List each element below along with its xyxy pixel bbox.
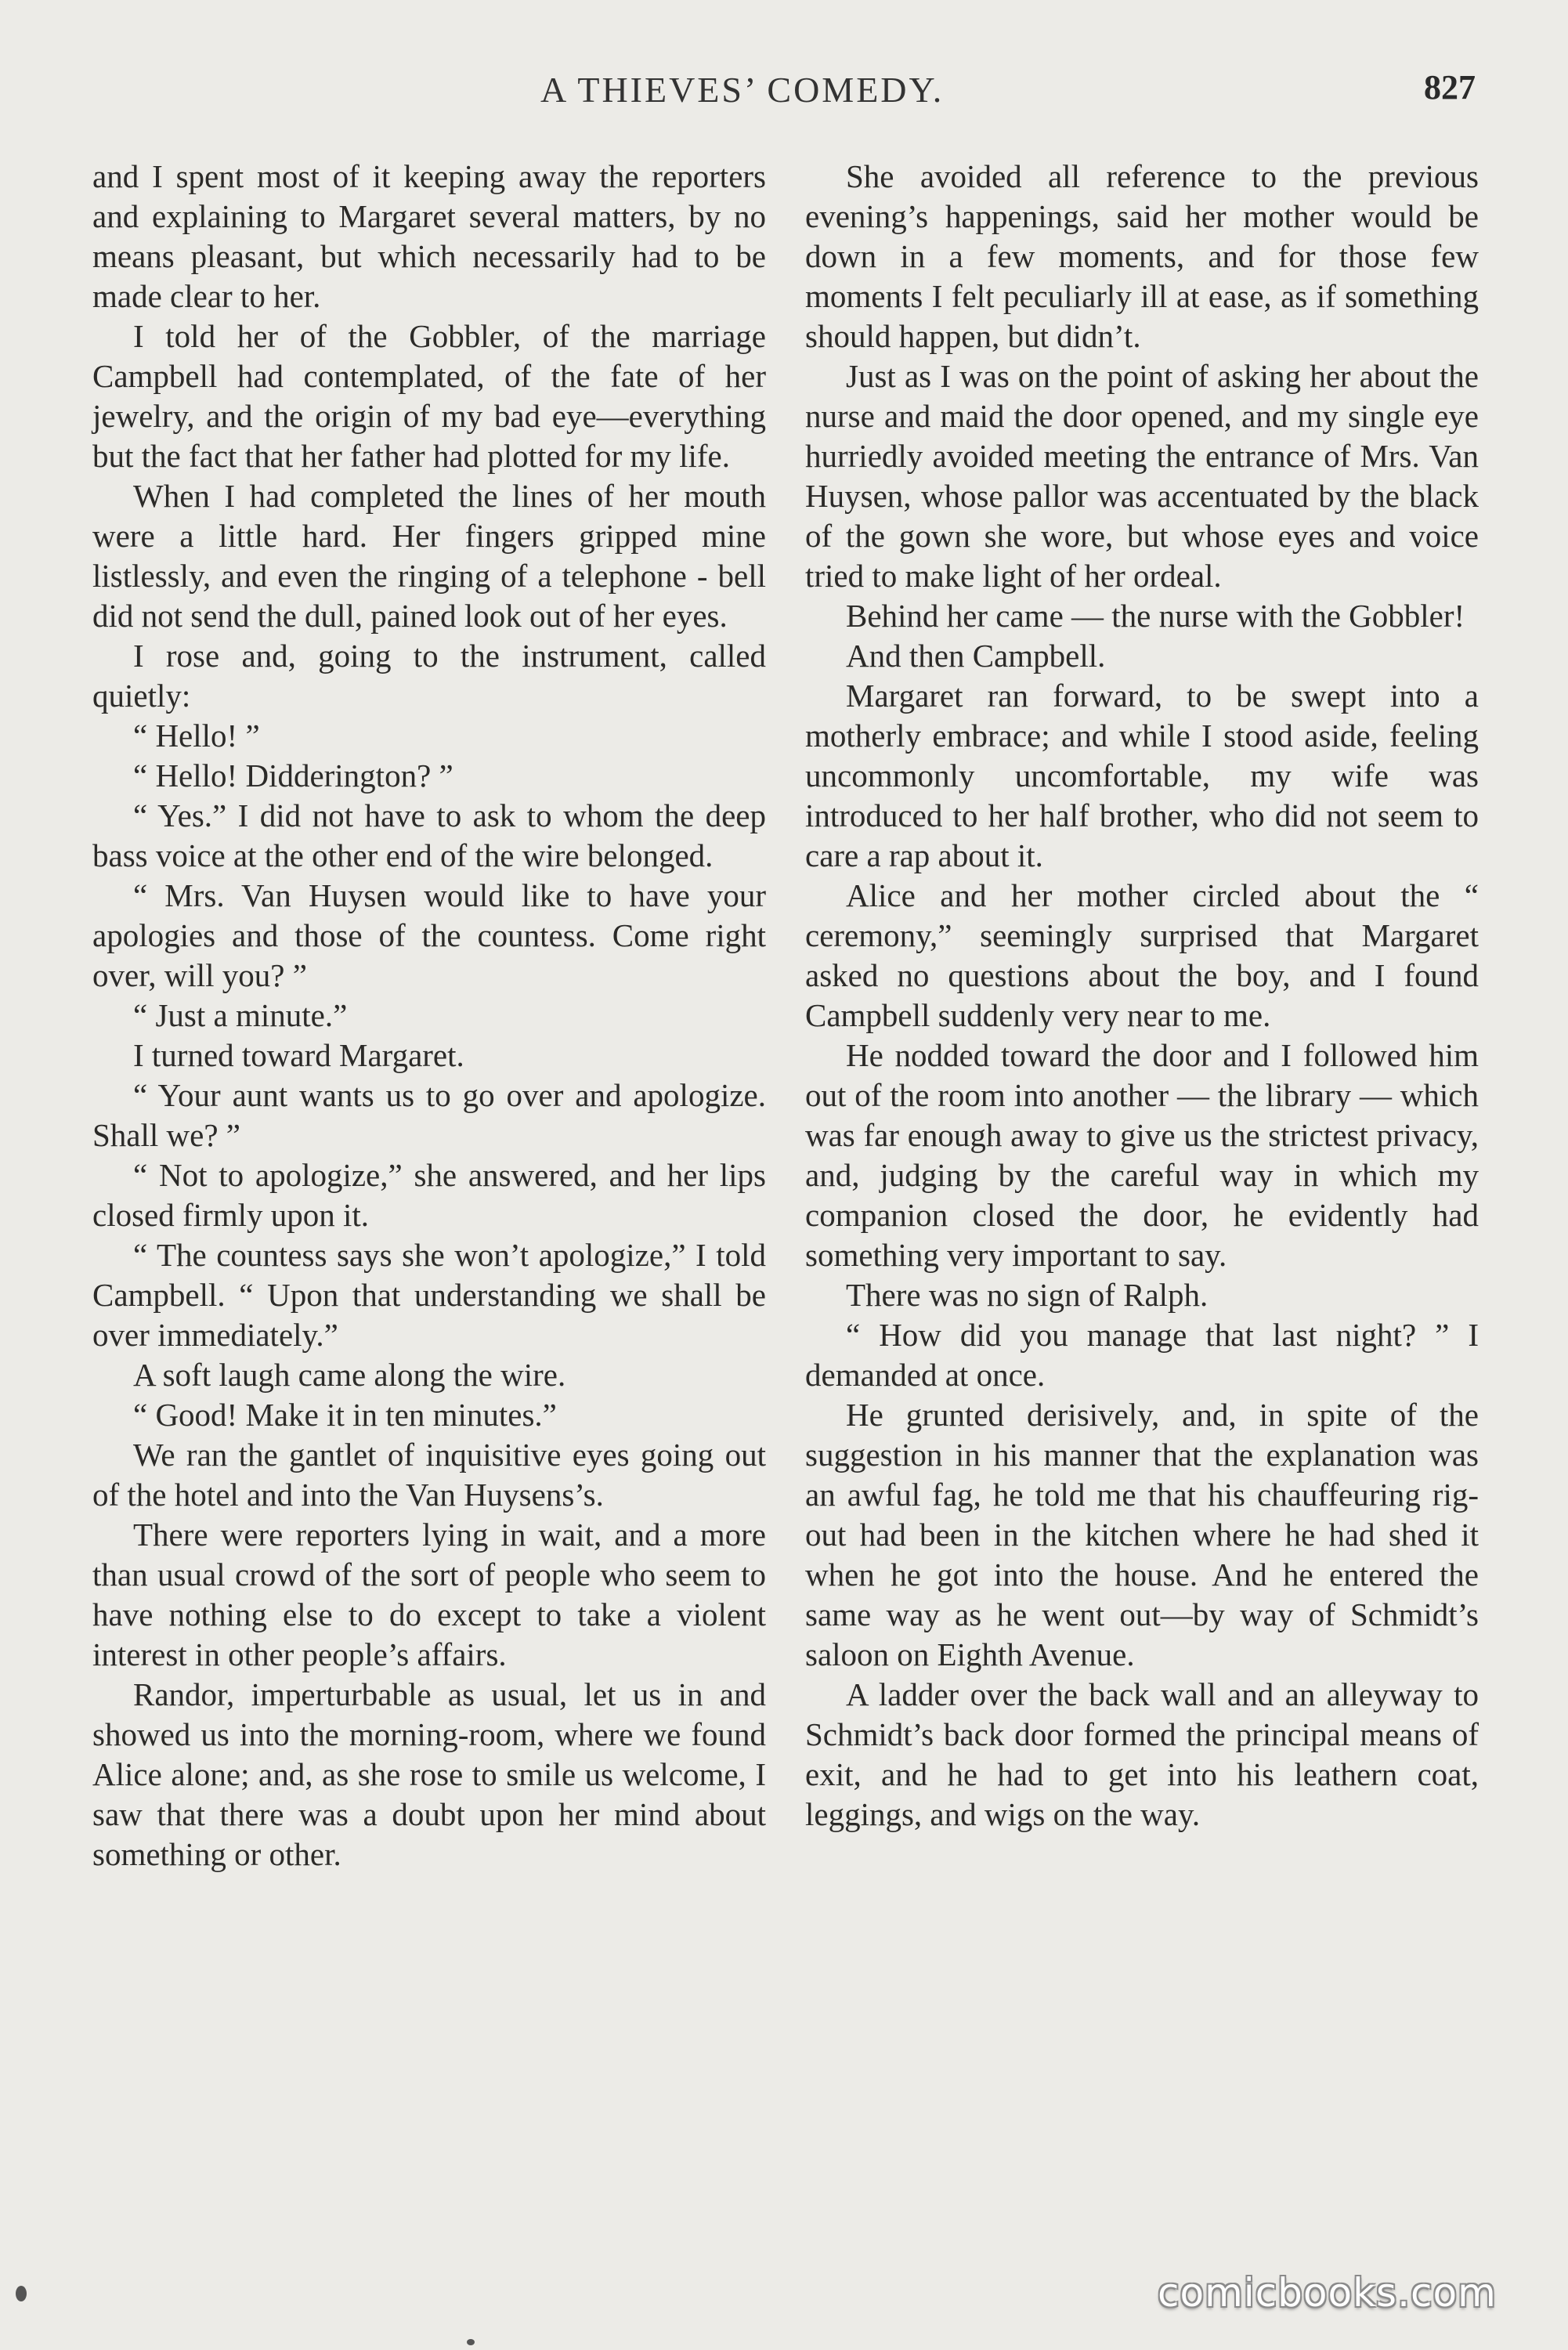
scan-speck bbox=[16, 2286, 27, 2301]
paragraph: “ Hello! ” bbox=[133, 718, 260, 754]
paragraph: Randor, imperturbable as usual, let us in and showed us into the morning-room, where we found Alice alone; and, as she rose to smile us welcome, I saw that there was a doubt upon her mind about something or other. bbox=[92, 1676, 766, 1872]
paragraph: “ Yes.” I did not have to ask to whom the deep bass voice at the other end of the wire belonged. bbox=[92, 797, 766, 873]
right-column bbox=[805, 157, 1479, 1835]
paragraph: And then Campbell. bbox=[846, 638, 1106, 674]
left-column bbox=[92, 157, 766, 1875]
paragraph: I told her of the Gobbler, of the marriage Campbell had contemplated, of the fate of her jewelry, and the origin of my bad eye—everything but the fact that her father had plotted for my life. bbox=[92, 318, 766, 474]
paragraph: A ladder over the back wall and an alleyway to Schmidt’s back door formed the principal means of exit, and he had to get into his leathern coat, leggings, and wigs on the way. bbox=[805, 1676, 1479, 1832]
paragraph: He grunted derisively, and, in spite of the suggestion in his manner that the explanation was an awful fag, he told me that his chauffeuring rig-out had been in the kitchen where he had shed it when he got into the house. And he entered the same way as he went out—by way of Schmidt’s saloon on Eighth Avenue. bbox=[805, 1397, 1479, 1672]
paragraph: “ How did you manage that last night? ” I demanded at once. bbox=[805, 1317, 1479, 1393]
running-title: A THIEVES’ COMEDY. bbox=[540, 70, 945, 110]
paragraph: “ Good! Make it in ten minutes.” bbox=[133, 1397, 557, 1433]
paragraph: Behind her came — the nurse with the Gobbler! bbox=[846, 598, 1465, 634]
page-header bbox=[0, 69, 1568, 132]
paragraph: There were reporters lying in wait, and a more than usual crowd of the sort of people who seem to have nothing else to do except to take a violent interest in other people’s affairs. bbox=[92, 1517, 766, 1672]
watermark: comicbooks.com bbox=[1158, 2270, 1497, 2316]
paragraph: I rose and, going to the instrument, called quietly: bbox=[92, 638, 766, 714]
paragraph: “ Mrs. Van Huysen would like to have your apologies and those of the countess. Come right over, will you? ” bbox=[92, 877, 766, 993]
paragraph: He nodded toward the door and I followed him out of the room into another — the library — which was far enough away to give us the strictest privacy, and, judging by the careful way in which my companion closed the door, he evidently had something very important to say. bbox=[805, 1037, 1479, 1273]
paragraph: Alice and her mother circled about the “ ceremony,” seemingly surprised that Margaret asked no questions about the boy, and I found Campbell suddenly very near to me. bbox=[805, 877, 1479, 1033]
paragraph: “ The countess says she won’t apologize,” I told Campbell. “ Upon that understanding we shall be over immediately.” bbox=[92, 1237, 766, 1353]
page-number: 827 bbox=[1424, 68, 1476, 107]
paragraph: “ Your aunt wants us to go over and apologize. Shall we? ” bbox=[92, 1077, 766, 1153]
paragraph: “ Not to apologize,” she answered, and her lips closed firmly upon it. bbox=[92, 1157, 766, 1233]
paragraph: She avoided all reference to the previous evening’s happenings, said her mother would be down in a few moments, and for those few moments I felt peculiarly ill at ease, as if something should happen, but didn’t. bbox=[805, 158, 1479, 354]
paragraph: Margaret ran forward, to be swept into a motherly embrace; and while I stood aside, feeling uncommonly uncomfortable, my wife was introduced to her half brother, who did not seem to care a rap about it. bbox=[805, 678, 1479, 873]
paragraph: “ Just a minute.” bbox=[133, 997, 348, 1033]
paragraph: “ Hello! Didderington? ” bbox=[133, 757, 453, 794]
paragraph: I turned toward Margaret. bbox=[133, 1037, 464, 1073]
scan-speck bbox=[467, 2339, 475, 2345]
paragraph: and I spent most of it keeping away the reporters and explaining to Margaret several matters, by no means pleasant, but which necessarily had to be made clear to her. bbox=[92, 158, 766, 314]
paragraph: Just as I was on the point of asking her about the nurse and maid the door opened, and my single eye hurriedly avoided meeting the entrance of Mrs. Van Huysen, whose pallor was accentuated by the black of the gown she wore, but whose eyes and voice tried to make light of her ordeal. bbox=[805, 358, 1479, 594]
paragraph: We ran the gantlet of inquisitive eyes going out of the hotel and into the Van Huysens’s. bbox=[92, 1437, 766, 1513]
paragraph: A soft laugh came along the wire. bbox=[133, 1357, 566, 1393]
paragraph: There was no sign of Ralph. bbox=[846, 1277, 1209, 1313]
paragraph: When I had completed the lines of her mouth were a little hard. Her fingers gripped mine listlessly, and even the ringing of a telephone - bell did not send the dull, pained look out of her eyes. bbox=[92, 478, 766, 634]
